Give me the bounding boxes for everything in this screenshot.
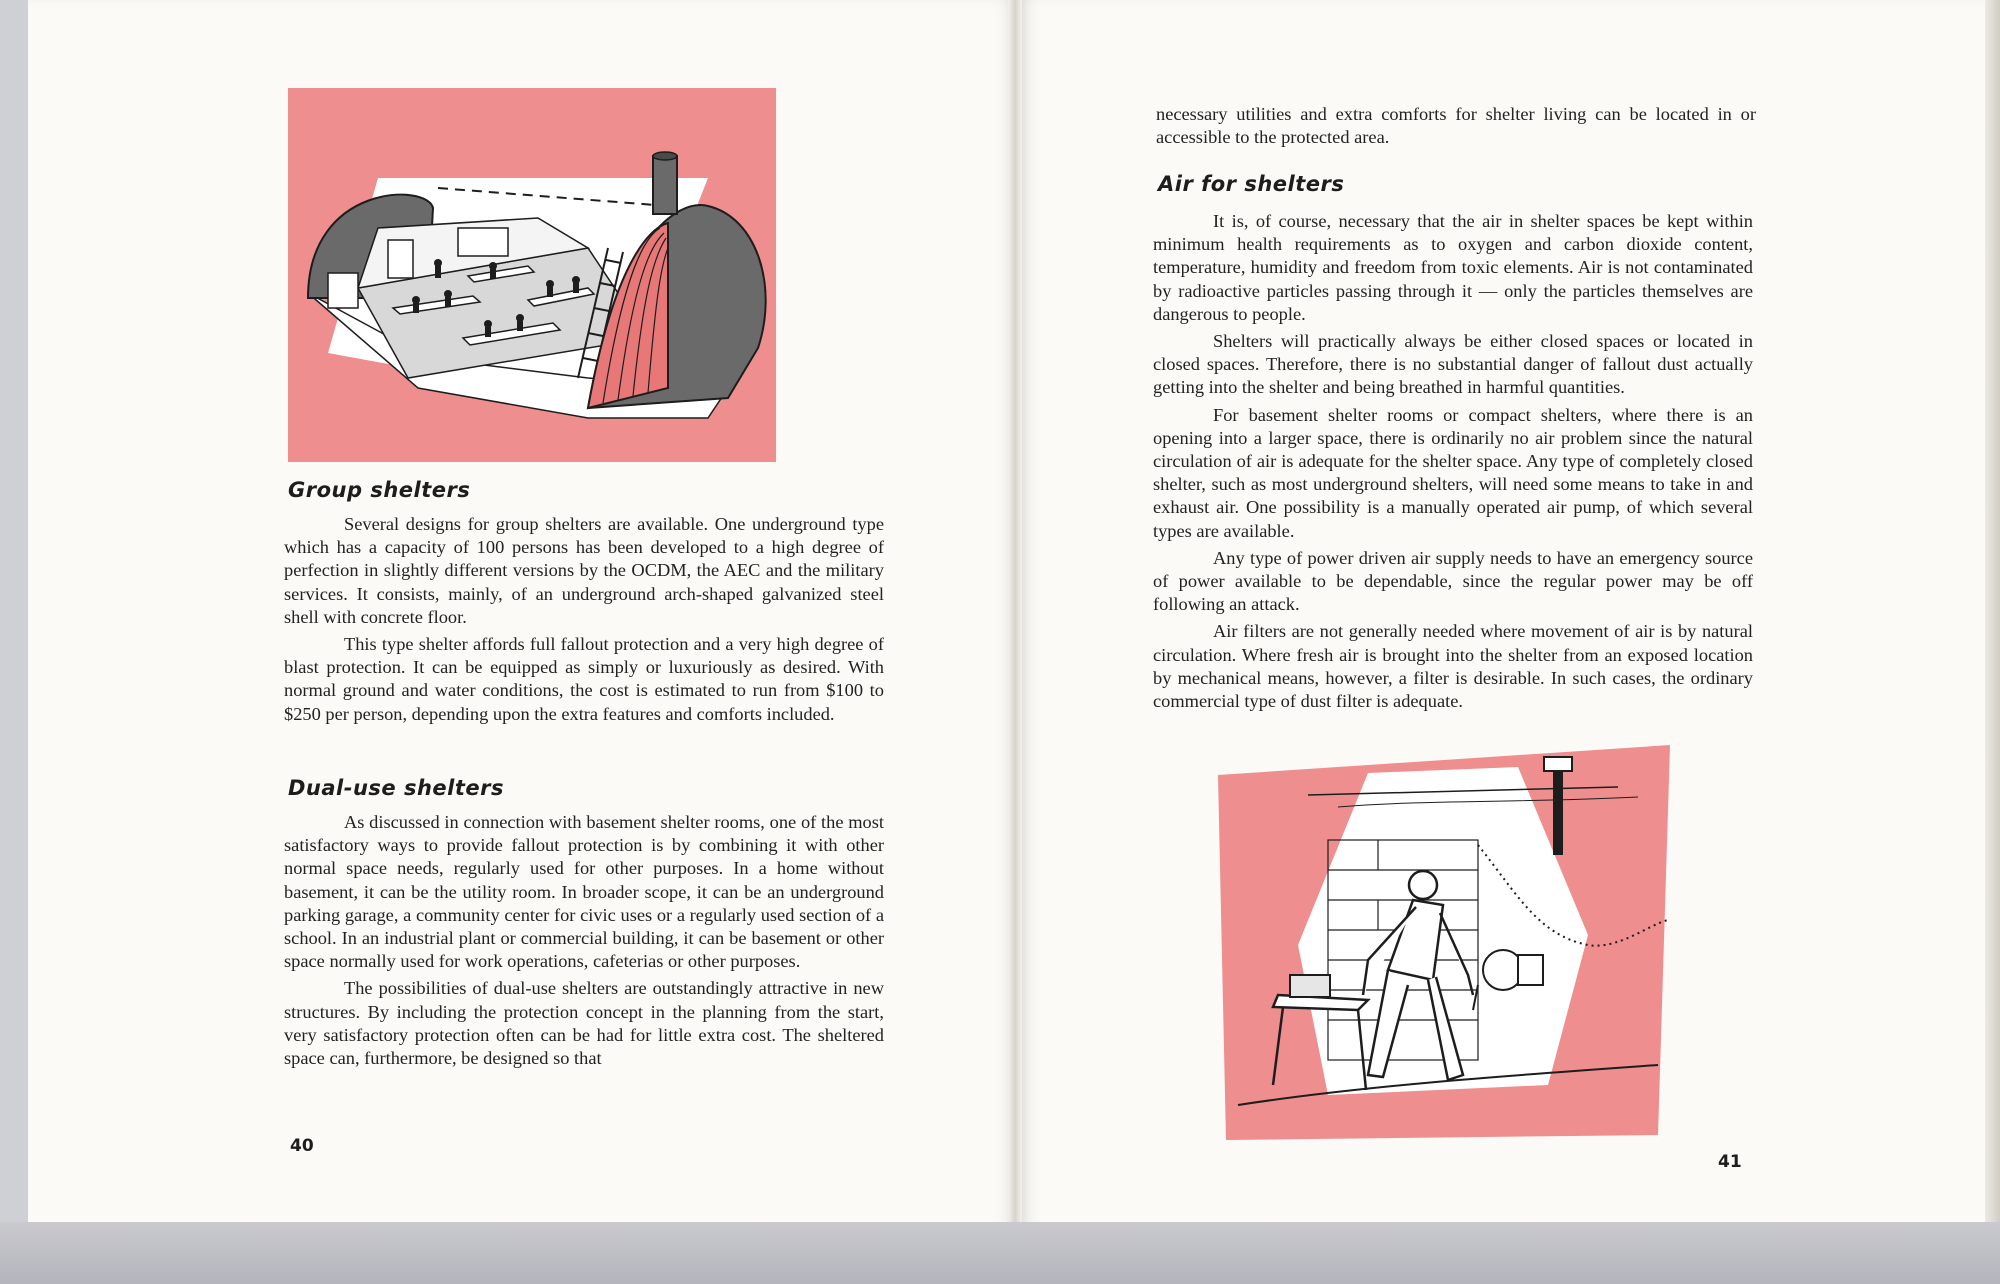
heading-air-for-shelters: Air for shelters — [1158, 172, 1345, 196]
group-shelters-text — [284, 513, 884, 730]
dual-paragraph-1: As discussed in connection with basement shelter rooms, one of the most satisfactory ways to provide fallout protection is by combining it with other normal space needs, regularly used for other purposes. In a home without basement, it can be the utility room. In broader scope, it can be an underground parking garage, a community center for civic uses or a regularly used section of a school. In an industrial plant or commercial building, it can be basement or other space normally used for work operations, cafeterias or other purposes. — [284, 812, 884, 972]
scanner-bed-edge — [0, 1222, 2000, 1284]
group-shelter-illustration — [288, 88, 776, 462]
air-paragraph-1: It is, of course, necessary that the air in shelter spaces be kept within minimum health requirements as to oxygen and carbon dioxide content, temperature, humidity and freedom from toxic elements. Air is not contaminated by radioactive particles passing through it — only the particles themselves are dangerous to people. — [1153, 211, 1753, 324]
continued-paragraph: necessary utilities and extra comforts for shelter living can be located in or accessible to the protected area. — [1156, 104, 1756, 148]
air-paragraph-3: For basement shelter rooms or compact shelters, where there is an opening into a larger space, there is ordinarily no air problem since the natural circulation of air is adequate for the shelter space. Any type of completely closed shelter, such as most underground shelters, will need some means to take in and exhaust air. One possibility is a manually operated air pump, of which several types are available. — [1153, 404, 1753, 541]
dual-use-text — [284, 811, 884, 1074]
group-paragraph-2: This type shelter affords full fallout protection and a very high degree of blast protection. It can be equipped as simply or luxuriously as desired. With normal ground and water conditions, the cost is estimated to run from $100 to $250 per person, depending upon the extra features and comforts included. — [284, 634, 884, 724]
air-shelters-text — [1153, 210, 1753, 717]
page-number-left: 40 — [290, 1136, 314, 1156]
page-edge — [1985, 0, 2000, 1232]
heading-dual-use-shelters: Dual-use shelters — [288, 776, 504, 800]
group-paragraph-1: Several designs for group shelters are available. One underground type which has a capacity of 100 persons has been developed to a high degree of perfection in slightly different versions by the OCDM, the AEC and the military services. It consists, mainly, of an underground arch-shaped galvanized steel shell with concrete floor. — [284, 514, 884, 627]
page-number-right: 41 — [1718, 1152, 1742, 1172]
air-paragraph-5: Air filters are not generally needed where movement of air is by natural circulation. Where fresh air is brought into the shelter from an exposed location by mechanical means, however, a filter is desirable. In such cases, the ordinary commercial type of dust filter is adequate. — [1153, 621, 1753, 712]
air-paragraph-4: Any type of power driven air supply needs to have an emergency source of power available to be dependable, since the regular power may be off following an attack. — [1153, 547, 1753, 615]
air-paragraph-2: Shelters will practically always be either closed spaces or located in closed spaces. Therefore, there is no substantial danger of fallout dust actually getting into the shelter and being breathed in harmful quantities. — [1153, 331, 1753, 398]
heading-group-shelters: Group shelters — [288, 478, 471, 502]
air-pump-illustration — [1218, 745, 1670, 1145]
continued-text — [1156, 103, 1756, 153]
dual-paragraph-2: The possibilities of dual-use shelters are outstandingly attractive in new structures. By including the protection concept in the planning from the start, very satisfactory protection often can be had for little extra cost. The sheltered space can, furthermore, be designed so that — [284, 978, 884, 1069]
book-gutter — [1008, 0, 1022, 1232]
